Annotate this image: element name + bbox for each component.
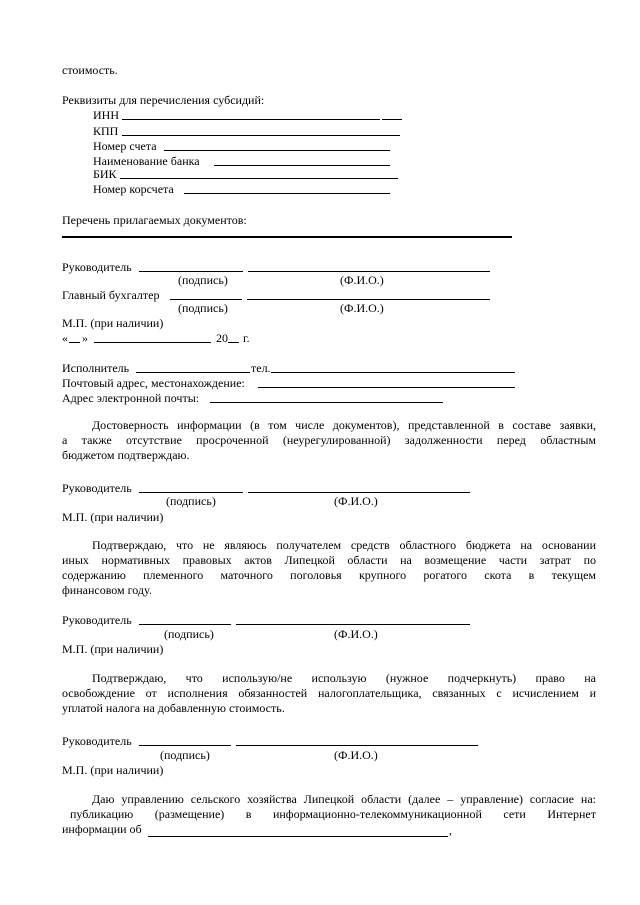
accountant-signature-field[interactable]	[170, 299, 242, 300]
date-year-prefix: 20	[216, 331, 228, 345]
head-label: Руководитель	[62, 260, 132, 274]
account-field[interactable]	[164, 150, 390, 151]
head-label: Руководитель	[62, 481, 132, 495]
head-signature-field[interactable]	[139, 271, 243, 272]
podpis-caption: (подпись)	[178, 273, 228, 287]
not-recipient-paragraph	[62, 538, 596, 598]
bik-field[interactable]	[120, 178, 398, 179]
date-open-quote: «	[62, 331, 68, 345]
paragraph-line: Достоверность информации (в том числе документов), представленной в составе заявки,	[92, 418, 596, 432]
stamp-note: М.П. (при наличии)	[62, 642, 164, 656]
head-name-field[interactable]	[236, 624, 470, 625]
consent-end-comma: ,	[449, 823, 452, 837]
fio-caption: (Ф.И.О.)	[334, 494, 378, 508]
paragraph-line: освобождение от исполнения обязанностей налогоплательщика, связанных с исчислением и	[62, 686, 596, 700]
paragraph-line: Даю управлению сельского хозяйства Липецкой области (далее – управление) согласие на:	[92, 792, 596, 806]
paragraph-line: бюджетом подтверждаю.	[62, 448, 190, 462]
paragraph-line: иных нормативных правовых актов Липецкой области на возмещение части затрат по	[62, 553, 596, 567]
head-name-field[interactable]	[248, 271, 490, 272]
paragraph-line: публикацию (размещение) в информационно-телекоммуникационной сети Интернет	[70, 807, 596, 821]
paragraph-line: Подтверждаю, что использую/не использую (нужное подчеркнуть) право на	[92, 671, 596, 685]
fio-caption: (Ф.И.О.)	[334, 627, 378, 641]
executor-label: Исполнитель	[62, 361, 130, 375]
executor-field[interactable]	[136, 372, 250, 373]
head-name-field[interactable]	[248, 492, 470, 493]
bank-label: Наименование банка	[93, 154, 200, 168]
inn-label: ИНН	[93, 108, 119, 122]
paragraph-line: а также отсутствие просроченной (неурегулированной) задолженности перед областным	[62, 433, 596, 447]
bik-label: БИК	[93, 167, 117, 181]
kpp-field[interactable]	[122, 135, 400, 136]
corr-account-field[interactable]	[184, 193, 390, 194]
fio-caption: (Ф.И.О.)	[334, 748, 378, 762]
account-label: Номер счета	[93, 139, 157, 153]
head-label: Руководитель	[62, 734, 132, 748]
paragraph-line: уплатой налога на добавленную стоимость.	[62, 701, 285, 715]
date-year-field[interactable]	[228, 342, 239, 343]
vat-exemption-paragraph	[62, 671, 596, 716]
requisites-title: Реквизиты для перечисления субсидий:	[62, 93, 265, 107]
head-signature-field[interactable]	[139, 745, 231, 746]
accountant-name-field[interactable]	[247, 299, 490, 300]
date-year-suffix: г.	[243, 331, 250, 345]
confirmation-paragraph	[62, 418, 596, 463]
tel-label: тел.	[251, 361, 271, 375]
head-label: Руководитель	[62, 613, 132, 627]
kpp-label: КПП	[93, 124, 119, 138]
paragraph-line: финансовом году.	[62, 583, 152, 597]
stamp-note: М.П. (при наличии)	[62, 316, 164, 330]
inn-field-tail	[382, 119, 402, 120]
documents-field[interactable]	[62, 236, 512, 238]
podpis-caption: (подпись)	[164, 627, 214, 641]
address-label: Почтовый адрес, местонахождение:	[62, 376, 245, 390]
head-signature-field[interactable]	[139, 624, 231, 625]
bank-field[interactable]	[214, 165, 390, 166]
consent-paragraph	[62, 792, 596, 837]
head-name-field[interactable]	[236, 745, 478, 746]
consent-info-field[interactable]	[148, 836, 448, 837]
podpis-caption: (подпись)	[178, 301, 228, 315]
paragraph-line: содержанию племенного маточного поголовья крупного рогатого скота в текущем	[62, 568, 596, 582]
date-close-quote: »	[82, 331, 88, 345]
date-day-field[interactable]	[69, 342, 80, 343]
paragraph-line: Подтверждаю, что не являюсь получателем средств областного бюджета на основании	[92, 538, 596, 552]
date-month-field[interactable]	[94, 342, 211, 343]
stamp-note: М.П. (при наличии)	[62, 763, 164, 777]
email-label: Адрес электронной почты:	[62, 391, 200, 405]
tel-field[interactable]	[271, 372, 515, 373]
email-field[interactable]	[210, 402, 443, 403]
stamp-note: М.П. (при наличии)	[62, 510, 164, 524]
chief-accountant-label: Главный бухгалтер	[62, 288, 160, 302]
fio-caption: (Ф.И.О.)	[340, 273, 384, 287]
podpis-caption: (подпись)	[166, 494, 216, 508]
documents-title: Перечень прилагаемых документов:	[62, 213, 247, 227]
corr-account-label: Номер корсчета	[93, 182, 174, 196]
head-signature-field[interactable]	[139, 492, 243, 493]
paragraph-line: информации об	[62, 822, 142, 836]
inn-field[interactable]	[122, 119, 380, 120]
top-word: стоимость.	[62, 63, 118, 77]
fio-caption: (Ф.И.О.)	[340, 301, 384, 315]
address-field[interactable]	[258, 387, 515, 388]
podpis-caption: (подпись)	[160, 748, 210, 762]
